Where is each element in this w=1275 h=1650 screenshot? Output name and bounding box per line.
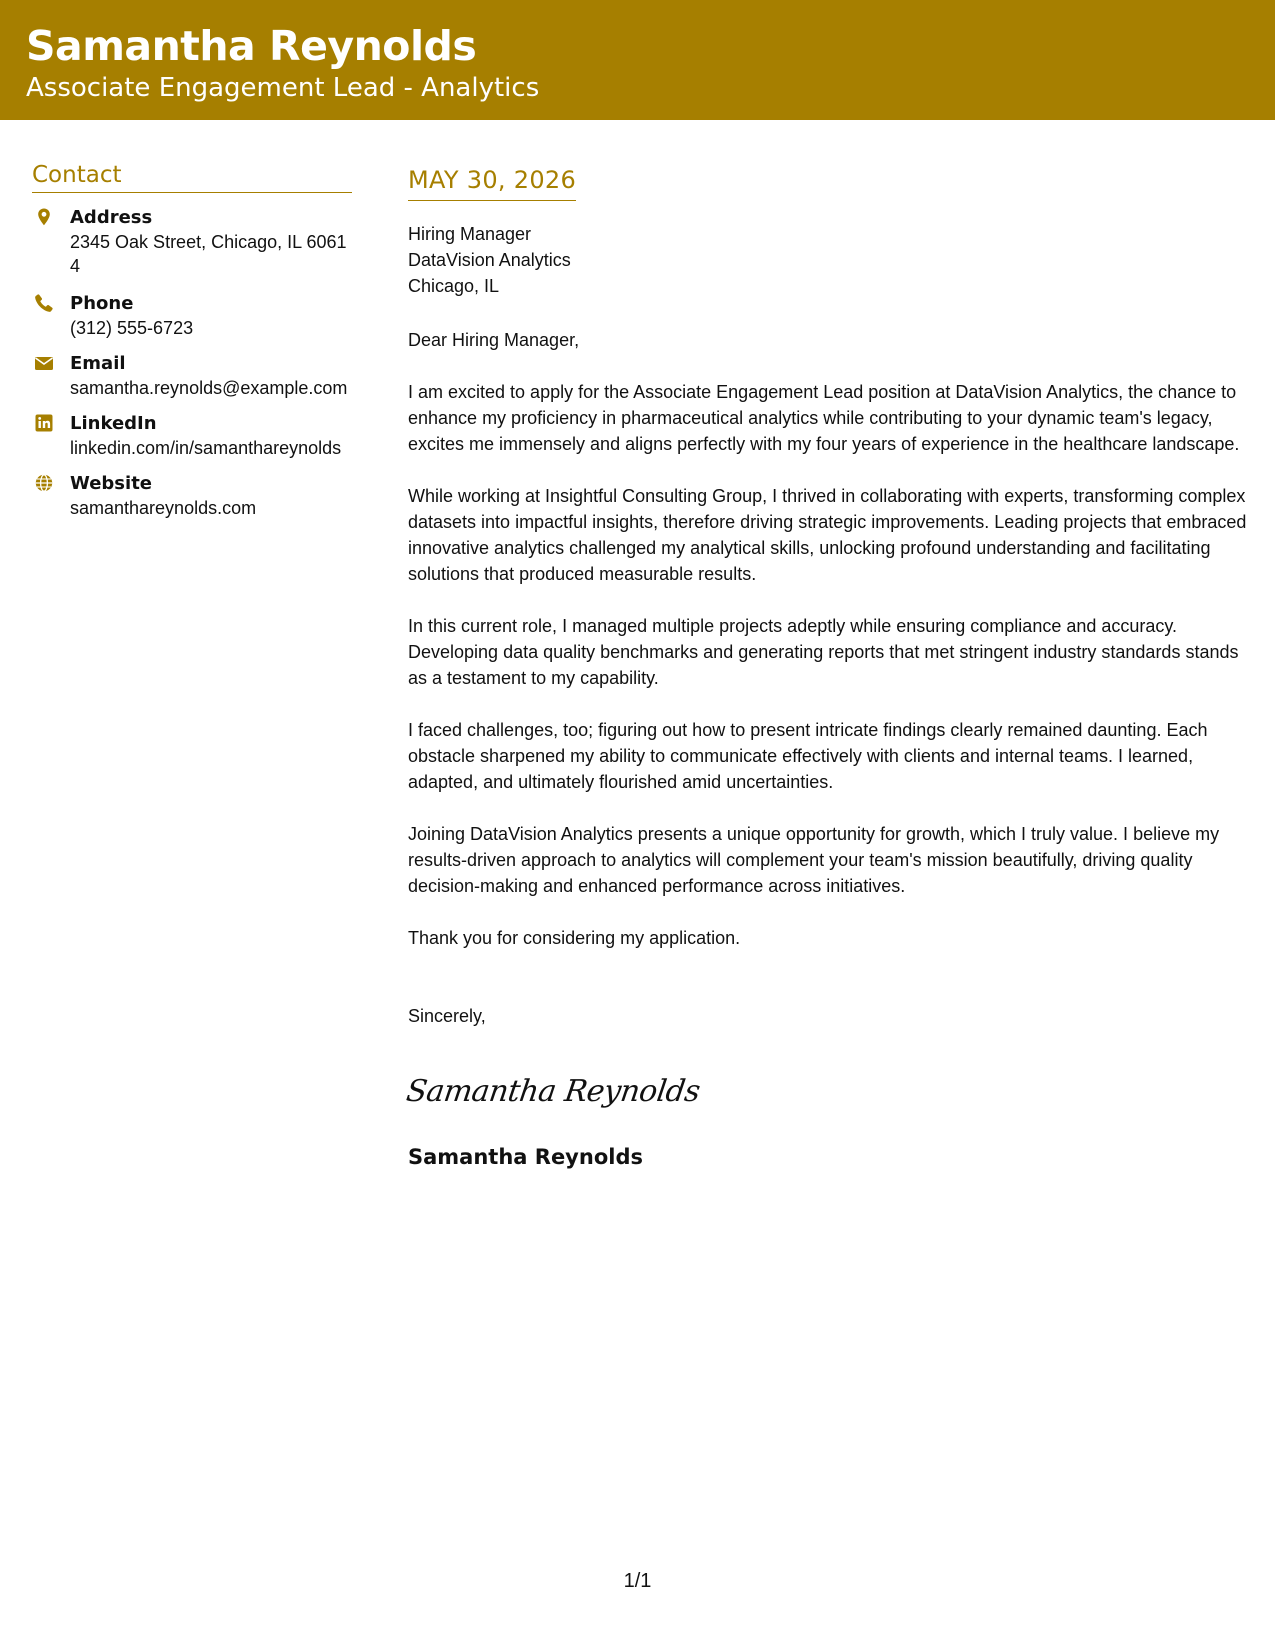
paragraph-1: I am excited to apply for the Associate Engagement Lead position at DataVision Analytics, the chance to enhance my proficiency in pharmaceutical analytics while contributing to your dynamic team's legacy, excites me immensely and aligns perfectly with my four years of experience in the healthcare landscape. [408,382,1240,454]
address-value: 2345 Oak Street, Chicago, IL 60614 [70,232,347,276]
phone-icon [34,293,54,313]
linkedin-label: LinkedIn [70,413,157,434]
website-value[interactable]: samanthareynolds.com [70,498,257,518]
paragraph-6: Thank you for considering my application. [408,928,741,948]
contact-phone [32,292,352,340]
signed-name: Samantha Reynolds [408,1145,643,1169]
address-label: Address [70,207,153,228]
recipient-company: DataVision Analytics [408,250,571,270]
contact-website [32,472,352,520]
contact-address [32,206,352,278]
contact-sidebar [32,162,352,520]
page-header [0,0,1275,120]
closing: Sincerely, [408,1006,486,1026]
applicant-role: Associate Engagement Lead - Analytics [26,73,540,103]
phone-value: (312) 555-6723 [70,318,194,338]
greeting: Dear Hiring Manager, [408,330,580,350]
globe-icon [34,473,54,493]
contact-heading: Contact [32,162,352,193]
contact-linkedin [32,412,352,460]
phone-label: Phone [70,293,134,314]
page-number: 1/1 [623,1570,652,1592]
email-label: Email [70,353,126,374]
letter-body [404,166,1248,1169]
paragraph-4: I faced challenges, too; figuring out how to present intricate findings clearly remained daunting. Each obstacle sharpened my ability to communicate effectively with clients and internal teams. I learned, adapted, and ultimately flourished amid uncertainties. [408,720,1208,792]
envelope-icon [34,353,54,373]
linkedin-icon [34,413,54,433]
applicant-name: Samantha Reynolds [26,22,477,70]
signature-script: Samantha Reynolds [404,1074,703,1109]
email-value[interactable]: samantha.reynolds@example.com [70,378,348,398]
website-label: Website [70,473,153,494]
paragraph-2: While working at Insightful Consulting Group, I thrived in collaborating with experts, transforming complex datasets into impactful insights, therefore driving strategic improvements. Leading projects that embraced innovative analytics challenged my analytical skills, unlocking profound understanding and facilitating solutions that produced measurable results. [408,486,1247,584]
recipient-location: Chicago, IL [408,276,500,296]
linkedin-value[interactable]: linkedin.com/in/samanthareynolds [70,438,342,458]
recipient-title: Hiring Manager [408,224,532,244]
paragraph-5: Joining DataVision Analytics presents a unique opportunity for growth, which I truly value. I believe my results-driven approach to analytics will complement your team's mission beautifully, driving quality decision-making and enhanced performance across initiatives. [408,824,1220,896]
letter-date: MAY 30, 2026 [408,166,576,201]
location-pin-icon [34,207,54,227]
recipient-block [408,221,1248,299]
paragraph-3: In this current role, I managed multiple projects adeptly while ensuring compliance and accuracy. Developing data quality benchmarks and generating reports that met stringent industry standards stands as a testament to my capability. [408,616,1239,688]
signature-image [404,1067,703,1115]
contact-email [32,352,352,400]
